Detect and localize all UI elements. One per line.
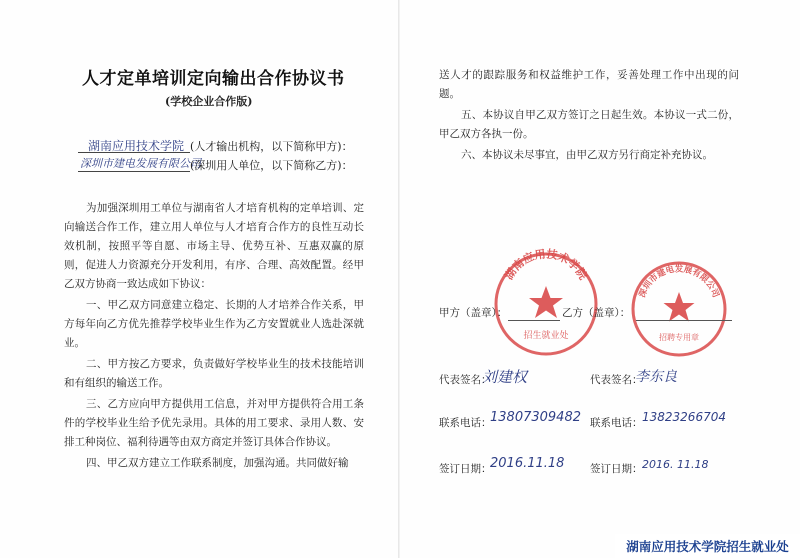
party-a-seal xyxy=(490,248,602,360)
party-b-seal xyxy=(628,258,730,360)
party-a-suffix: (人才输出机构，以下简称甲方)： xyxy=(190,140,353,153)
party-a-rep-label: 代表签名： xyxy=(439,374,492,386)
party-a-name: 湖南应用技术学院 xyxy=(88,139,185,153)
left-column-body xyxy=(64,199,364,475)
party-b-seal-label: 乙方（盖章）： xyxy=(562,307,631,319)
party-a-seal-sub: 招生就业处 xyxy=(523,331,569,341)
party-b-phone-label: 联系电话： xyxy=(590,417,643,429)
party-a-date-label: 签订日期： xyxy=(439,463,492,475)
party-b-name: 深圳市建电发展有限公司 xyxy=(80,157,201,170)
document-title: 人才定单培训定向输出合作协议书 xyxy=(82,69,345,89)
page-fold xyxy=(398,0,400,558)
party-a-date: 2016.11.18 xyxy=(490,456,565,471)
paragraph-clause-5: 五、本协议自甲乙双方签订之日起生效。本协议一式二份，甲乙双方各执一份。 xyxy=(439,109,739,140)
paragraph-clause-6: 六、本协议未尽事宜，由甲乙双方另行商定补充协议。 xyxy=(461,149,714,161)
party-b-rep-signature: 李东良 xyxy=(635,369,677,385)
footer-text: 湖南应用技术学院招生就业处 xyxy=(626,539,789,554)
star-icon xyxy=(529,286,563,318)
party-b-date-label: 签订日期： xyxy=(590,463,643,475)
paragraph-clause-2: 二、甲方按乙方要求，负责做好学校毕业生的技术技能培训和有组织的输送工作。 xyxy=(64,358,364,389)
party-a-seal-text: 湖南应用技术学院 xyxy=(502,248,590,283)
party-b-seal-line xyxy=(636,320,732,321)
party-a-phone-label: 联系电话： xyxy=(439,417,492,429)
party-a-seal-label: 甲方（盖章）： xyxy=(439,307,508,319)
paragraph-clause-4-end: 送人才的跟踪服务和权益维护工作，妥善处理工作中出现的问题。 xyxy=(439,69,739,100)
paragraph-intro: 为加强深圳用工单位与湖南省人才培育机构的定单培训、定向输送合作工作，建立用人单位与人才培育合作方的良性互动长效机制，按照平等自愿、市场主导、优势互补、互惠双赢的原则，促进人力资源充分开发利用，有序、合理、高效配置。经甲乙双方协商一致达成如下协议： xyxy=(64,202,364,290)
party-b-underline xyxy=(78,171,190,172)
party-a-seal-line xyxy=(508,320,560,321)
party-b-date: 2016. 11.18 xyxy=(642,458,709,471)
party-b-suffix: (深圳用人单位，以下简称乙方)： xyxy=(190,159,353,172)
document-subtitle: (学校企业合作版) xyxy=(165,95,253,108)
star-icon xyxy=(664,292,695,322)
right-column-body xyxy=(439,66,739,167)
footer-watermark xyxy=(615,534,800,558)
party-a-rep-signature: 刘建权 xyxy=(482,368,528,386)
party-a-underline xyxy=(78,152,190,153)
party-b-phone: 13823266704 xyxy=(642,410,726,424)
party-a-phone: 13807309482 xyxy=(490,410,581,425)
party-b-seal-text: 深圳市建电发展有限公司 xyxy=(637,264,721,300)
paragraph-clause-3: 三、乙方应向甲方提供用工信息，并对甲方提供符合用工条件的学校毕业生给予优先录用。具体的用工要求、录用人数、安排工种岗位、福利待遇等由双方商定并签订具体合作协议。 xyxy=(64,398,364,448)
paragraph-clause-4-start: 四、甲乙双方建立工作联系制度，加强沟通。共同做好输 xyxy=(86,457,349,469)
party-b-seal-sub: 招聘专用章 xyxy=(659,333,699,342)
paragraph-clause-1: 一、甲乙双方同意建立稳定、长期的人才培养合作关系，甲方每年向乙方优先推荐学校毕业生作为乙方安置就业人选赴深就业。 xyxy=(64,299,364,349)
party-b-rep-label: 代表签名： xyxy=(590,374,643,386)
